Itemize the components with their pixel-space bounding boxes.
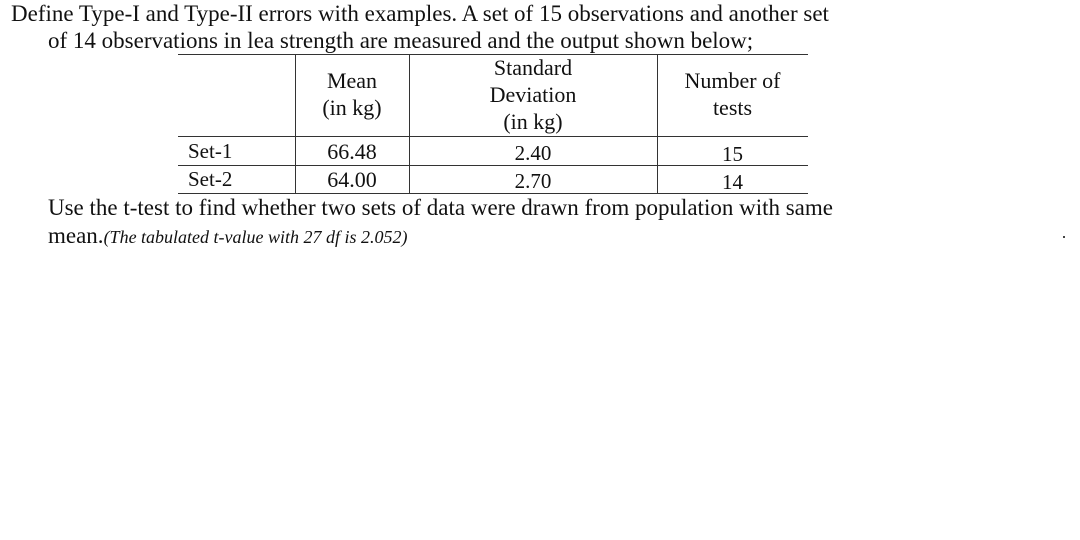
header-sd-line-1: Standard [493,55,573,80]
row-1-mean: 66.48 [327,139,377,164]
row-1-tests: 15 [722,142,743,166]
question-line-2: of 14 observations in lea strength are measured and the output shown below; [48,28,754,53]
question-line-1: Define Type-I and Type-II errors with examples. A set of 15 observations and another set [11,1,829,26]
header-mean [295,67,409,121]
header-mean-line-1: Mean [326,68,378,93]
header-tests-line-2: tests [712,95,753,120]
header-tests [657,67,808,121]
data-table [178,54,808,194]
row-1-label: Set-1 [188,139,233,163]
row-2-label: Set-2 [188,167,233,191]
question-line-3: Use the t-test to find whether two sets of data were drawn from population with same [48,195,833,220]
table-header-rule [178,136,808,137]
header-sd [409,54,657,135]
row-2-tests: 14 [722,170,743,194]
row-1-sd: 2.40 [514,141,552,165]
row-2-mean: 64.00 [327,167,377,192]
header-mean-line-2: (in kg) [322,95,382,120]
header-tests-line-1: Number of [684,68,781,93]
question-line-4-text: mean. [48,223,104,248]
tabulated-value-note: (The tabulated t-value with 27 df is 2.052) [103,227,408,247]
stray-mark [1063,236,1065,238]
header-sd-line-2: Deviation [489,82,577,107]
question-line-4 [48,222,408,251]
row-2-sd: 2.70 [514,169,552,193]
header-sd-line-3: (in kg) [503,109,563,134]
